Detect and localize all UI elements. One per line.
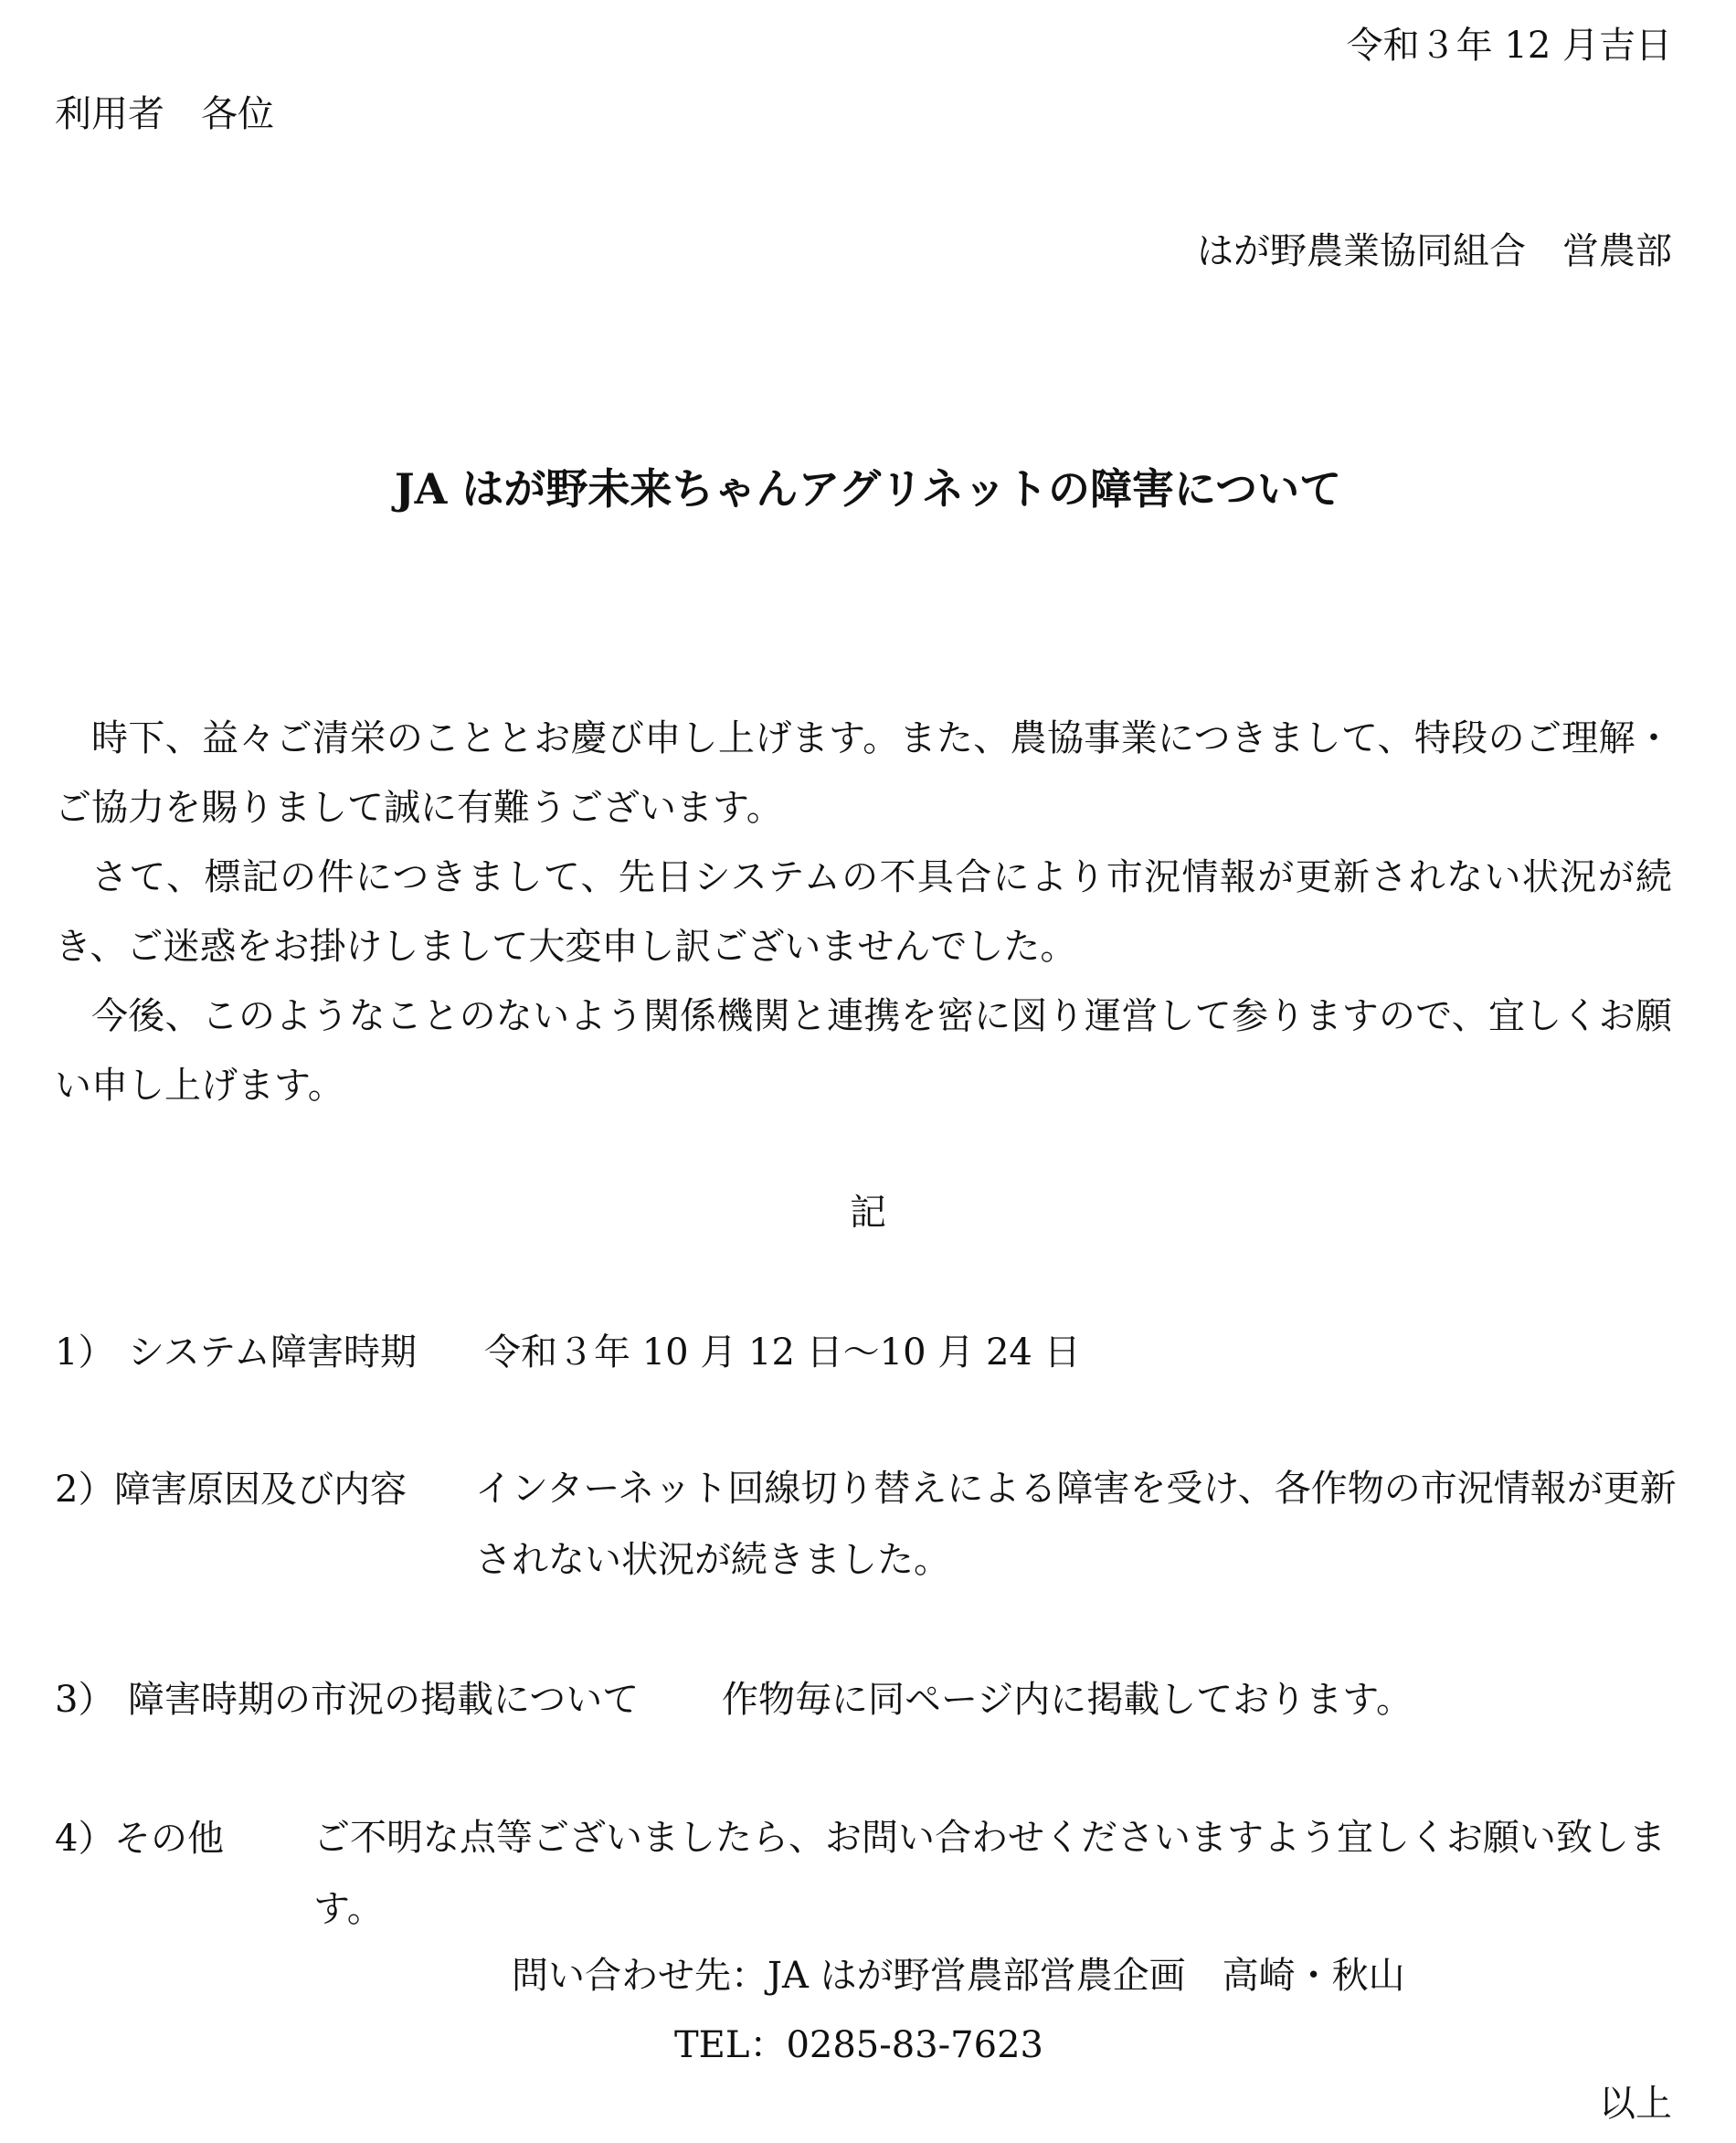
document-date: 令和３年 12 月吉日 xyxy=(1346,25,1672,67)
closing: 以上 xyxy=(1599,2083,1672,2125)
item-4-number: 4） xyxy=(55,1818,115,1860)
item-2-number: 2） xyxy=(55,1469,115,1511)
item-1-content: 令和３年 10 月 12 日～10 月 24 日 xyxy=(484,1331,1081,1374)
item-1-number: 1） xyxy=(55,1331,115,1374)
item-4-label: その他 xyxy=(114,1818,224,1860)
item-4-content: ご不明な点等ございましたら、お問い合わせくださいますよう宜しくお願い致します。 xyxy=(313,1817,1666,1930)
contact-line: 問い合わせ先：JA はが野営農部営農企画 高崎・秋山 xyxy=(512,1955,1405,1997)
item-3-number: 3） xyxy=(55,1679,115,1721)
contact-tel: TEL：0285-83-7623 xyxy=(674,2024,1043,2066)
item-3-label: 障害時期の市況の掲載について xyxy=(128,1679,640,1721)
recipient: 利用者 各位 xyxy=(55,93,274,135)
body-paragraph-1: 時下、益々ご清栄のこととお慶び申し上げます。また、農協事業につきまして、特段のご理解・ご協力を賜りまして誠に有難うございます。 xyxy=(55,717,1672,829)
document-title: JA はが野未来ちゃんアグリネットの障害について xyxy=(394,464,1342,514)
body-paragraph-3: 今後、このようなことのないよう関係機関と連携を密に図り運営して参りますので、宜しくお願い申し上げます。 xyxy=(55,995,1672,1107)
item-1-label: システム障害時期 xyxy=(128,1331,417,1374)
item-3-content: 作物毎に同ページ内に掲載しております。 xyxy=(722,1679,1413,1721)
ki-heading: 記 xyxy=(850,1192,886,1234)
item-2-label: 障害原因及び内容 xyxy=(114,1469,407,1511)
item-2-content: インターネット回線切り替えによる障害を受け、各作物の市況情報が更新されない状況が続きました。 xyxy=(475,1468,1677,1581)
body-paragraph-2: さて、標記の件につきまして、先日システムの不具合により市況情報が更新されない状況が続き、ご迷惑をお掛けしまして大変申し訳ございませんでした。 xyxy=(55,856,1672,968)
sender: はが野農業協同組合 営農部 xyxy=(1197,230,1672,272)
